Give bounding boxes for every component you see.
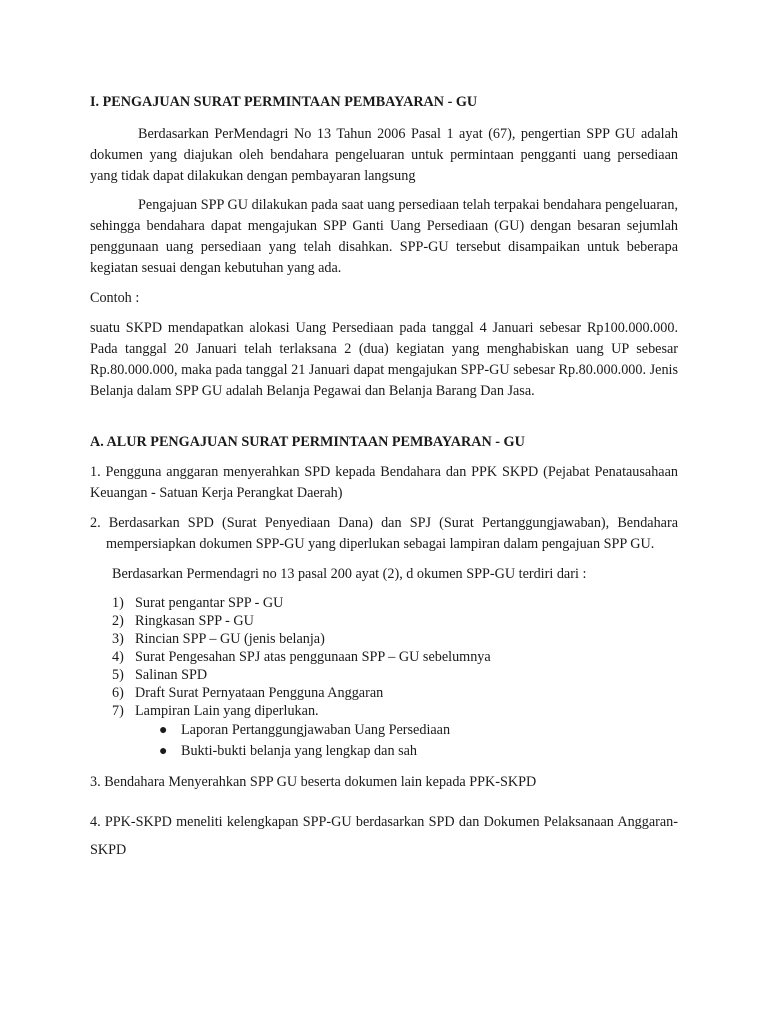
list-item: 5) Salinan SPD [112, 667, 208, 683]
contoh-label: Contoh : [90, 290, 140, 306]
paragraph-pengajuan: Pengajuan SPP GU dilakukan pada saat uang persediaan telah terpakai bendahara pengeluaran, sehingga bendahara dapat mengajukan SPP Ganti Uang Persediaan (GU) dengan besaran sejumlah penggunaan uang persediaan yang telah disahkan. SPP-GU tersebut disampaikan untuk beberapa kegiatan sesuai dengan kebutuhan yang ada. [90, 197, 678, 276]
docs-intro: Berdasarkan Permendagri no 13 pasal 200 ayat (2), d okumen SPP-GU terdiri dari : [112, 566, 587, 582]
step-4: 4. PPK-SKPD meneliti kelengkapan SPP-GU berdasarkan SPD dan Dokumen Pelaksanaan Anggaran-SKPD [90, 814, 678, 858]
list-item: 3) Rincian SPP – GU (jenis belanja) [112, 631, 325, 647]
list-item: ● Bukti-bukti belanja yang lengkap dan sah [90, 741, 678, 762]
list-item: 6) Draft Surat Pernyataan Pengguna Anggaran [112, 685, 384, 701]
section-heading-alur: A. ALUR PENGAJUAN SURAT PERMINTAAN PEMBAYARAN - GU [90, 434, 525, 450]
list-item: 4) Surat Pengesahan SPJ atas penggunaan SPP – GU sebelumnya [112, 649, 491, 665]
section-heading-pengajuan: I. PENGAJUAN SURAT PERMINTAAN PEMBAYARAN - GU [90, 94, 478, 110]
step-3: 3. Bendahara Menyerahkan SPP GU beserta dokumen lain kepada PPK-SKPD [90, 774, 537, 790]
sub-bullet-list [90, 720, 678, 762]
docs-list [90, 594, 678, 720]
list-item: 1) Surat pengantar SPP - GU [112, 595, 284, 611]
list-item: ● Laporan Pertanggungjawaban Uang Persediaan [90, 720, 678, 741]
list-item: 2) Ringkasan SPP - GU [112, 613, 254, 629]
bullet-icon: ● [159, 744, 168, 759]
document-content [90, 92, 678, 864]
list-item: 7) Lampiran Lain yang diperlukan. [112, 703, 319, 719]
paragraph-contoh: suatu SKPD mendapatkan alokasi Uang Persediaan pada tanggal 4 Januari sebesar Rp100.000.000. Pada tanggal 20 Januari telah terlaksana 2 (dua) kegiatan yang menghabiskan uang UP sebesar Rp.80.000.000, maka pada tanggal 21 Januari dapat mengajukan SPP-GU sebesar Rp.80.000.000. Jenis Belanja dalam SPP GU adalah Belanja Pegawai dan Belanja Barang Dan Jasa. [90, 320, 678, 399]
bullet-icon: ● [159, 723, 168, 738]
step-2: 2. Berdasarkan SPD (Surat Penyediaan Dana) dan SPJ (Surat Pertanggungjawaban), Bendahara mempersiapkan dokumen SPP-GU yang diperlukan sebagai lampiran dalam pengajuan SPP GU. [90, 515, 678, 552]
paragraph-definition: Berdasarkan PerMendagri No 13 Tahun 2006 Pasal 1 ayat (67), pengertian SPP GU adalah dokumen yang diajukan oleh bendahara pengeluaran untuk permintaan pengganti uang persediaan yang tidak dapat dilakukan dengan pembayaran langsung [90, 126, 678, 184]
step-1: 1. Pengguna anggaran menyerahkan SPD kepada Bendahara dan PPK SKPD (Pejabat Penatausahaan Keuangan - Satuan Kerja Perangkat Daerah) [90, 464, 678, 501]
